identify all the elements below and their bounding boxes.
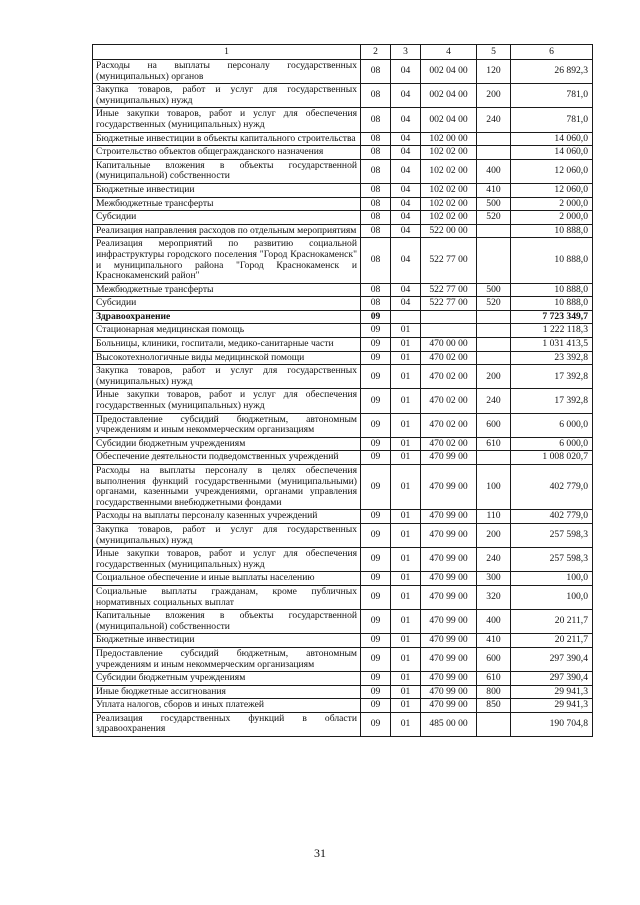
row-expense-type: 400 bbox=[477, 159, 511, 183]
row-amount: 2 000,0 bbox=[511, 197, 593, 211]
row-section: 09 bbox=[361, 437, 391, 451]
row-section: 09 bbox=[361, 451, 391, 465]
row-amount: 10 888,0 bbox=[511, 238, 593, 283]
row-amount: 1 031 413,5 bbox=[511, 338, 593, 352]
row-amount: 6 000,0 bbox=[511, 413, 593, 437]
row-section: 09 bbox=[361, 465, 391, 510]
row-expense-type bbox=[477, 238, 511, 283]
row-subsection: 01 bbox=[391, 451, 421, 465]
row-target-article: 522 77 00 bbox=[421, 283, 477, 297]
row-subsection: 01 bbox=[391, 365, 421, 389]
row-target-article: 470 99 00 bbox=[421, 672, 477, 686]
row-subsection: 04 bbox=[391, 283, 421, 297]
row-expense-type: 800 bbox=[477, 685, 511, 699]
row-amount: 1 222 118,3 bbox=[511, 324, 593, 338]
row-amount: 14 060,0 bbox=[511, 132, 593, 146]
row-section: 09 bbox=[361, 365, 391, 389]
header-cell-5: 5 bbox=[477, 45, 511, 60]
row-amount: 100,0 bbox=[511, 585, 593, 609]
row-name: Закупка товаров, работ и услуг для государственных (муниципальных) нужд bbox=[93, 365, 361, 389]
row-section: 09 bbox=[361, 523, 391, 547]
row-target-article: 470 99 00 bbox=[421, 548, 477, 572]
row-section: 08 bbox=[361, 297, 391, 311]
table-row bbox=[93, 634, 593, 648]
row-name: Бюджетные инвестиции в объекты капитального строительства bbox=[93, 132, 361, 146]
row-section: 09 bbox=[361, 647, 391, 671]
row-section: 08 bbox=[361, 224, 391, 238]
row-subsection: 04 bbox=[391, 108, 421, 132]
row-expense-type: 240 bbox=[477, 389, 511, 413]
row-name: Строительство объектов общегражданского назначения bbox=[93, 146, 361, 160]
table-row bbox=[93, 183, 593, 197]
row-section: 08 bbox=[361, 197, 391, 211]
row-section: 08 bbox=[361, 132, 391, 146]
table-row bbox=[93, 413, 593, 437]
row-name: Бюджетные инвестиции bbox=[93, 183, 361, 197]
table-row bbox=[93, 108, 593, 132]
row-section: 09 bbox=[361, 413, 391, 437]
row-subsection: 01 bbox=[391, 465, 421, 510]
row-section: 08 bbox=[361, 84, 391, 108]
row-subsection bbox=[391, 310, 421, 324]
row-name: Высокотехнологичные виды медицинской помощи bbox=[93, 351, 361, 365]
row-expense-type: 520 bbox=[477, 297, 511, 311]
row-name: Реализация государственных функций в области здравоохранения bbox=[93, 712, 361, 736]
row-name: Реализация направления расходов по отдельным мероприятиям bbox=[93, 224, 361, 238]
row-name: Уплата налогов, сборов и иных платежей bbox=[93, 699, 361, 713]
row-expense-type: 610 bbox=[477, 672, 511, 686]
row-amount: 7 723 349,7 bbox=[511, 310, 593, 324]
table-row bbox=[93, 84, 593, 108]
row-amount: 12 060,0 bbox=[511, 183, 593, 197]
row-target-article: 102 02 00 bbox=[421, 211, 477, 225]
row-expense-type bbox=[477, 324, 511, 338]
row-section: 08 bbox=[361, 238, 391, 283]
row-name: Закупка товаров, работ и услуг для государственных (муниципальных) нужд bbox=[93, 523, 361, 547]
row-subsection: 01 bbox=[391, 712, 421, 736]
table-row bbox=[93, 146, 593, 160]
row-name: Бюджетные инвестиции bbox=[93, 634, 361, 648]
row-name: Иные бюджетные ассигнования bbox=[93, 685, 361, 699]
row-target-article: 470 02 00 bbox=[421, 351, 477, 365]
row-target-article: 470 99 00 bbox=[421, 510, 477, 524]
table-row bbox=[93, 465, 593, 510]
row-expense-type: 520 bbox=[477, 211, 511, 225]
row-expense-type: 610 bbox=[477, 437, 511, 451]
table-row bbox=[93, 211, 593, 225]
row-expense-type: 320 bbox=[477, 585, 511, 609]
table-row bbox=[93, 523, 593, 547]
row-name: Социальное обеспечение и иные выплаты населению bbox=[93, 572, 361, 586]
row-subsection: 04 bbox=[391, 132, 421, 146]
row-name: Обеспечение деятельности подведомственных учреждений bbox=[93, 451, 361, 465]
row-expense-type: 100 bbox=[477, 465, 511, 510]
row-subsection: 04 bbox=[391, 211, 421, 225]
row-section: 09 bbox=[361, 610, 391, 634]
row-target-article: 002 04 00 bbox=[421, 84, 477, 108]
row-target-article bbox=[421, 324, 477, 338]
row-expense-type: 500 bbox=[477, 197, 511, 211]
row-expense-type bbox=[477, 224, 511, 238]
row-name: Предоставление субсидий бюджетным, автономным учреждениям и иным некоммерческим организациям bbox=[93, 413, 361, 437]
row-amount: 17 392,8 bbox=[511, 389, 593, 413]
table-row bbox=[93, 699, 593, 713]
row-name: Социальные выплаты гражданам, кроме публичных нормативных социальных выплат bbox=[93, 585, 361, 609]
row-subsection: 04 bbox=[391, 238, 421, 283]
row-subsection: 01 bbox=[391, 389, 421, 413]
row-section: 08 bbox=[361, 146, 391, 160]
row-expense-type: 600 bbox=[477, 647, 511, 671]
row-section: 09 bbox=[361, 548, 391, 572]
row-expense-type: 500 bbox=[477, 283, 511, 297]
row-target-article: 470 02 00 bbox=[421, 389, 477, 413]
row-expense-type: 200 bbox=[477, 523, 511, 547]
row-target-article: 522 00 00 bbox=[421, 224, 477, 238]
table-row bbox=[93, 238, 593, 283]
table-row bbox=[93, 572, 593, 586]
row-section: 08 bbox=[361, 108, 391, 132]
row-amount: 402 779,0 bbox=[511, 465, 593, 510]
table-row bbox=[93, 60, 593, 84]
row-target-article: 470 02 00 bbox=[421, 413, 477, 437]
row-name: Межбюджетные трансферты bbox=[93, 197, 361, 211]
row-subsection: 01 bbox=[391, 351, 421, 365]
row-expense-type: 240 bbox=[477, 548, 511, 572]
row-expense-type bbox=[477, 712, 511, 736]
row-amount: 190 704,8 bbox=[511, 712, 593, 736]
row-expense-type: 240 bbox=[477, 108, 511, 132]
page-number: 31 bbox=[314, 846, 326, 860]
row-section: 09 bbox=[361, 351, 391, 365]
row-amount: 297 390,4 bbox=[511, 672, 593, 686]
row-subsection: 01 bbox=[391, 338, 421, 352]
row-subsection: 01 bbox=[391, 685, 421, 699]
row-name: Капитальные вложения в объекты государственной (муниципальной) собственности bbox=[93, 610, 361, 634]
table-row bbox=[93, 338, 593, 352]
table-row bbox=[93, 610, 593, 634]
row-name: Субсидии бюджетным учреждениям bbox=[93, 672, 361, 686]
row-section: 09 bbox=[361, 699, 391, 713]
row-subsection: 01 bbox=[391, 324, 421, 338]
row-amount: 10 888,0 bbox=[511, 283, 593, 297]
row-name: Субсидии бюджетным учреждениям bbox=[93, 437, 361, 451]
row-subsection: 01 bbox=[391, 510, 421, 524]
row-expense-type bbox=[477, 310, 511, 324]
table-row bbox=[93, 712, 593, 736]
row-target-article: 002 04 00 bbox=[421, 108, 477, 132]
row-expense-type: 110 bbox=[477, 510, 511, 524]
row-subsection: 01 bbox=[391, 634, 421, 648]
table-row bbox=[93, 324, 593, 338]
row-target-article: 470 99 00 bbox=[421, 699, 477, 713]
row-target-article: 470 02 00 bbox=[421, 365, 477, 389]
row-amount: 2 000,0 bbox=[511, 211, 593, 225]
row-amount: 14 060,0 bbox=[511, 146, 593, 160]
row-amount: 29 941,3 bbox=[511, 699, 593, 713]
row-target-article: 470 99 00 bbox=[421, 610, 477, 634]
row-expense-type: 200 bbox=[477, 365, 511, 389]
row-target-article: 470 99 00 bbox=[421, 585, 477, 609]
budget-table-body bbox=[93, 45, 593, 737]
table-row bbox=[93, 672, 593, 686]
row-amount: 257 598,3 bbox=[511, 548, 593, 572]
row-subsection: 04 bbox=[391, 183, 421, 197]
row-target-article: 470 99 00 bbox=[421, 465, 477, 510]
table-row bbox=[93, 510, 593, 524]
row-amount: 20 211,7 bbox=[511, 634, 593, 648]
row-section: 08 bbox=[361, 283, 391, 297]
row-section: 09 bbox=[361, 310, 391, 324]
table-row bbox=[93, 685, 593, 699]
row-expense-type: 400 bbox=[477, 610, 511, 634]
row-name: Здравоохранение bbox=[93, 310, 361, 324]
row-expense-type bbox=[477, 146, 511, 160]
row-section: 09 bbox=[361, 585, 391, 609]
row-target-article: 470 00 00 bbox=[421, 338, 477, 352]
table-row bbox=[93, 365, 593, 389]
row-amount: 100,0 bbox=[511, 572, 593, 586]
row-expense-type: 850 bbox=[477, 699, 511, 713]
row-target-article: 102 02 00 bbox=[421, 197, 477, 211]
row-section: 09 bbox=[361, 572, 391, 586]
row-amount: 29 941,3 bbox=[511, 685, 593, 699]
row-amount: 23 392,8 bbox=[511, 351, 593, 365]
table-row bbox=[93, 297, 593, 311]
row-name: Иные закупки товаров, работ и услуг для обеспечения государственных (муниципальных) нужд bbox=[93, 389, 361, 413]
row-target-article: 522 77 00 bbox=[421, 297, 477, 311]
row-amount: 17 392,8 bbox=[511, 365, 593, 389]
row-section: 09 bbox=[361, 389, 391, 413]
row-target-article bbox=[421, 310, 477, 324]
row-section: 09 bbox=[361, 634, 391, 648]
row-name: Закупка товаров, работ и услуг для государственных (муниципальных) нужд bbox=[93, 84, 361, 108]
row-section: 09 bbox=[361, 510, 391, 524]
table-row bbox=[93, 437, 593, 451]
row-subsection: 04 bbox=[391, 84, 421, 108]
row-subsection: 04 bbox=[391, 146, 421, 160]
row-expense-type: 120 bbox=[477, 60, 511, 84]
row-expense-type: 300 bbox=[477, 572, 511, 586]
table-row bbox=[93, 159, 593, 183]
row-target-article: 002 04 00 bbox=[421, 60, 477, 84]
row-name: Межбюджетные трансферты bbox=[93, 283, 361, 297]
row-target-article: 470 99 00 bbox=[421, 451, 477, 465]
row-subsection: 01 bbox=[391, 413, 421, 437]
row-subsection: 04 bbox=[391, 297, 421, 311]
table-row bbox=[93, 310, 593, 324]
row-amount: 10 888,0 bbox=[511, 297, 593, 311]
row-name: Расходы на выплаты персоналу государственных (муниципальных) органов bbox=[93, 60, 361, 84]
row-section: 09 bbox=[361, 672, 391, 686]
row-subsection: 04 bbox=[391, 224, 421, 238]
header-row bbox=[93, 45, 593, 60]
row-expense-type: 200 bbox=[477, 84, 511, 108]
row-target-article: 522 77 00 bbox=[421, 238, 477, 283]
header-cell-1: 1 bbox=[93, 45, 361, 60]
row-section: 08 bbox=[361, 159, 391, 183]
row-amount: 10 888,0 bbox=[511, 224, 593, 238]
row-subsection: 01 bbox=[391, 585, 421, 609]
row-name: Иные закупки товаров, работ и услуг для обеспечения государственных (муниципальных) нужд bbox=[93, 108, 361, 132]
row-amount: 12 060,0 bbox=[511, 159, 593, 183]
row-target-article: 485 00 00 bbox=[421, 712, 477, 736]
row-amount: 257 598,3 bbox=[511, 523, 593, 547]
header-cell-6: 6 bbox=[511, 45, 593, 60]
row-subsection: 04 bbox=[391, 197, 421, 211]
row-subsection: 01 bbox=[391, 647, 421, 671]
row-expense-type: 600 bbox=[477, 413, 511, 437]
row-target-article: 470 99 00 bbox=[421, 572, 477, 586]
budget-table bbox=[92, 44, 593, 737]
header-cell-3: 3 bbox=[391, 45, 421, 60]
row-amount: 781,0 bbox=[511, 84, 593, 108]
table-row bbox=[93, 548, 593, 572]
table-row bbox=[93, 451, 593, 465]
header-cell-2: 2 bbox=[361, 45, 391, 60]
row-section: 09 bbox=[361, 324, 391, 338]
row-target-article: 470 99 00 bbox=[421, 523, 477, 547]
row-name: Расходы на выплаты персоналу казенных учреждений bbox=[93, 510, 361, 524]
row-section: 09 bbox=[361, 712, 391, 736]
row-subsection: 01 bbox=[391, 437, 421, 451]
row-subsection: 01 bbox=[391, 672, 421, 686]
table-row bbox=[93, 197, 593, 211]
row-name: Иные закупки товаров, работ и услуг для обеспечения государственных (муниципальных) нужд bbox=[93, 548, 361, 572]
table-row bbox=[93, 283, 593, 297]
row-expense-type: 410 bbox=[477, 183, 511, 197]
row-amount: 1 008 020,7 bbox=[511, 451, 593, 465]
table-row bbox=[93, 585, 593, 609]
row-expense-type bbox=[477, 338, 511, 352]
row-section: 09 bbox=[361, 685, 391, 699]
row-section: 08 bbox=[361, 183, 391, 197]
row-expense-type bbox=[477, 351, 511, 365]
row-target-article: 470 99 00 bbox=[421, 685, 477, 699]
row-target-article: 470 02 00 bbox=[421, 437, 477, 451]
row-name: Субсидии bbox=[93, 297, 361, 311]
table-row bbox=[93, 389, 593, 413]
row-subsection: 04 bbox=[391, 60, 421, 84]
row-expense-type: 410 bbox=[477, 634, 511, 648]
row-name: Стационарная медицинская помощь bbox=[93, 324, 361, 338]
row-amount: 781,0 bbox=[511, 108, 593, 132]
row-name: Реализация мероприятий по развитию социальной инфраструктуры городского поселения "Город Краснокаменск" и муниципального района "Город Краснокаменск и Краснокаменский район" bbox=[93, 238, 361, 283]
row-amount: 6 000,0 bbox=[511, 437, 593, 451]
row-target-article: 470 99 00 bbox=[421, 634, 477, 648]
row-subsection: 04 bbox=[391, 159, 421, 183]
row-target-article: 102 02 00 bbox=[421, 159, 477, 183]
row-section: 08 bbox=[361, 211, 391, 225]
row-target-article: 470 99 00 bbox=[421, 647, 477, 671]
row-amount: 26 892,3 bbox=[511, 60, 593, 84]
row-section: 09 bbox=[361, 338, 391, 352]
row-section: 08 bbox=[361, 60, 391, 84]
row-subsection: 01 bbox=[391, 523, 421, 547]
table-row bbox=[93, 224, 593, 238]
row-amount: 20 211,7 bbox=[511, 610, 593, 634]
row-subsection: 01 bbox=[391, 610, 421, 634]
header-cell-4: 4 bbox=[421, 45, 477, 60]
row-expense-type bbox=[477, 132, 511, 146]
row-name: Предоставление субсидий бюджетным, автономным учреждениям и иным некоммерческим организациям bbox=[93, 647, 361, 671]
row-target-article: 102 02 00 bbox=[421, 146, 477, 160]
row-subsection: 01 bbox=[391, 548, 421, 572]
row-subsection: 01 bbox=[391, 572, 421, 586]
row-name: Расходы на выплаты персоналу в целях обеспечения выполнения функций государственными (муниципальными) органами, казенными учреждениями, органами управления государственными внебюджетными фондами bbox=[93, 465, 361, 510]
row-name: Больницы, клиники, госпитали, медико-санитарные части bbox=[93, 338, 361, 352]
row-amount: 402 779,0 bbox=[511, 510, 593, 524]
row-expense-type bbox=[477, 451, 511, 465]
row-name: Субсидии bbox=[93, 211, 361, 225]
table-row bbox=[93, 132, 593, 146]
row-target-article: 102 00 00 bbox=[421, 132, 477, 146]
row-subsection: 01 bbox=[391, 699, 421, 713]
row-target-article: 102 02 00 bbox=[421, 183, 477, 197]
table-row bbox=[93, 647, 593, 671]
row-amount: 297 390,4 bbox=[511, 647, 593, 671]
row-name: Капитальные вложения в объекты государственной (муниципальной) собственности bbox=[93, 159, 361, 183]
table-row bbox=[93, 351, 593, 365]
